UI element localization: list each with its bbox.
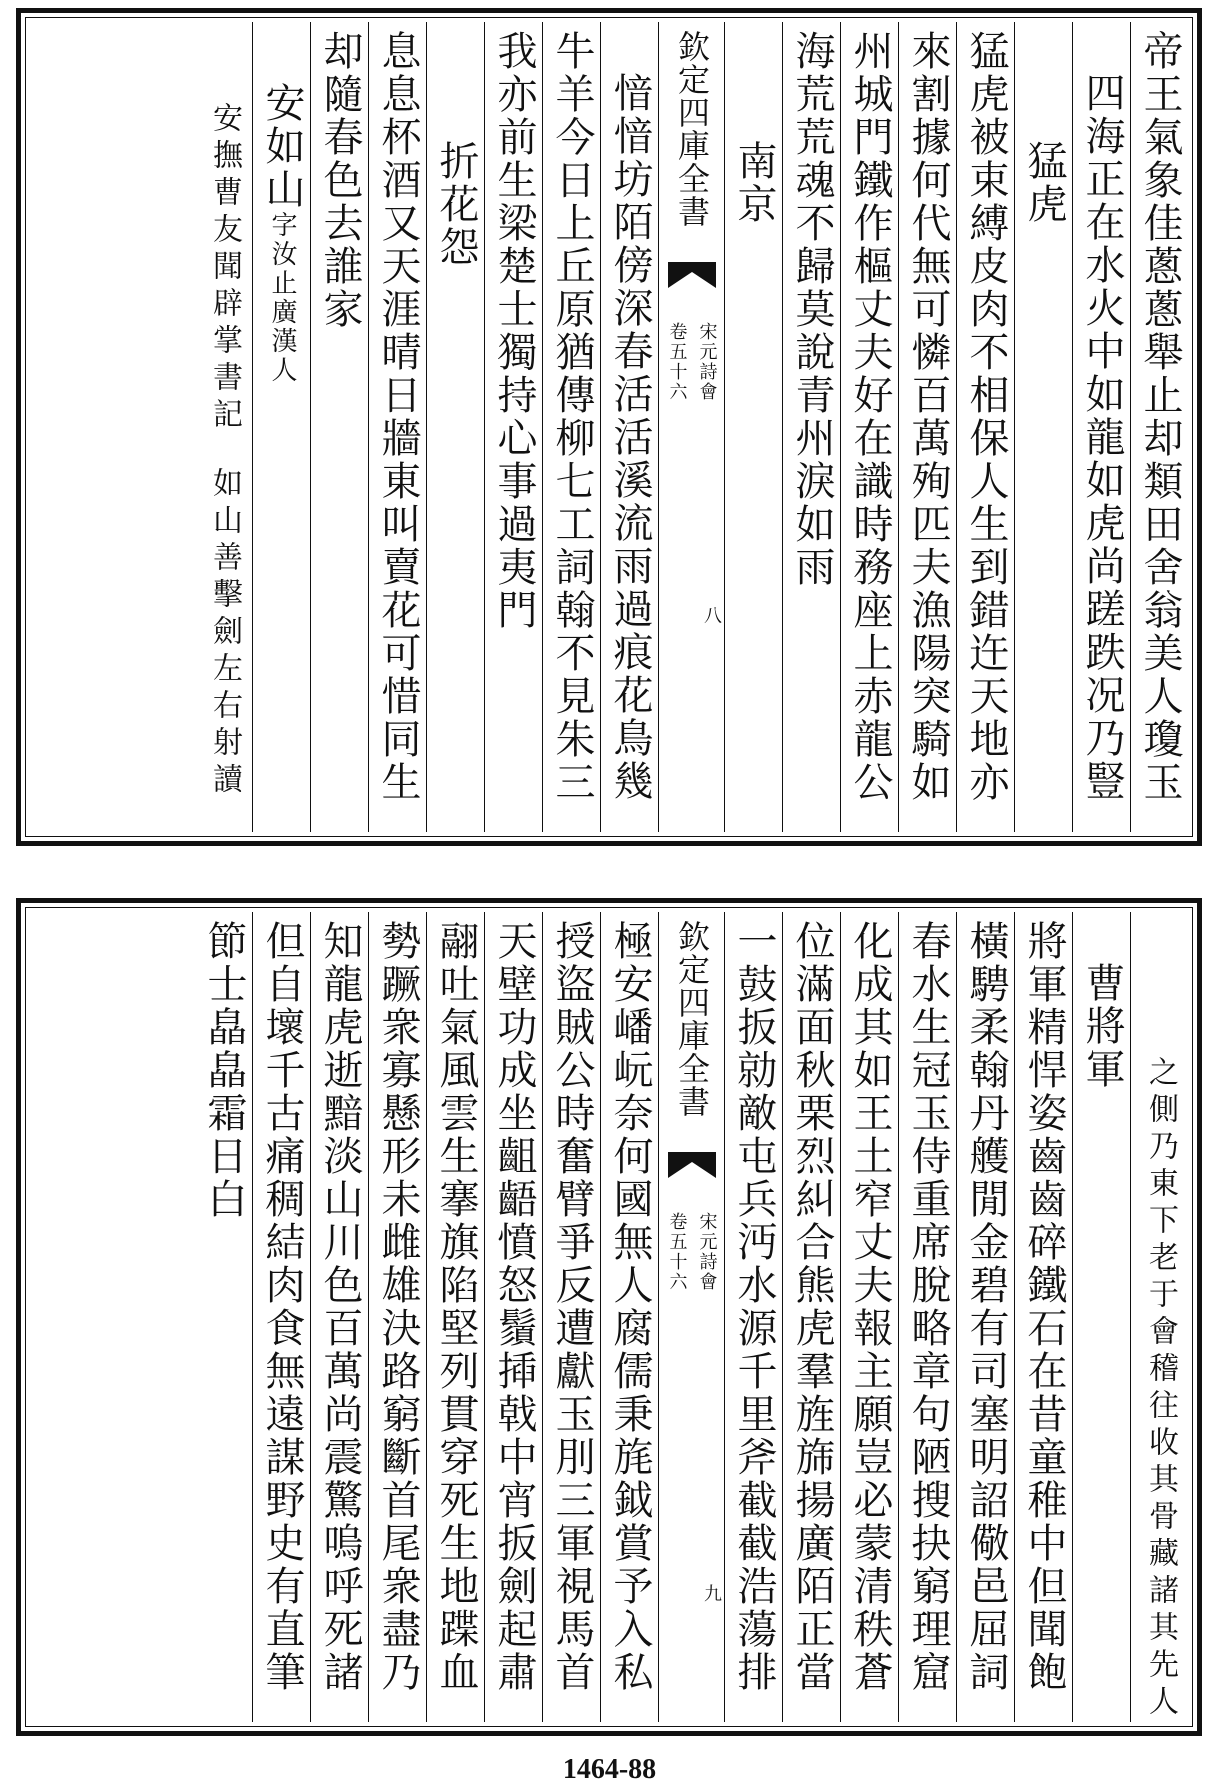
collection-name: 宋元詩會 [696, 322, 718, 402]
volume-number: 卷五十六 [666, 322, 688, 402]
text-column: 授盜賊公時奮臂爭反遭獻玉刖三軍視馬首 [542, 912, 600, 1722]
fish-tail-icon [668, 262, 716, 288]
poem-title: 猛虎 [1014, 22, 1072, 832]
leaf-number: 九 [701, 1584, 722, 1602]
text-column: 愔愔坊陌傍深春活活溪流雨過痕花鳥幾 [600, 22, 658, 832]
page-number: 1464-88 [562, 1754, 657, 1785]
text-column: 我亦前生梁楚士獨持心事過夷門 [484, 22, 542, 832]
text-column: 一鼓扳勍敵屯兵沔水源千里斧截截浩蕩排 [724, 912, 782, 1722]
author-note: 字汝止廣漢人 [267, 211, 297, 385]
poem-title: 折花怨 [426, 22, 484, 832]
text-column: 但自壞千古痛稠結肉食無遠謀野史有直筆 [252, 912, 310, 1722]
text-column: 將軍精悍姿齒齒碎鐵石在昔童稚中但聞飽 [1014, 912, 1072, 1722]
text-column: 來割據何代無可憐百萬殉匹夫漁陽突騎如 [898, 22, 956, 832]
text-column: 春水生冠玉侍重席脫略章句陋搜抉窮理窟 [898, 912, 956, 1722]
text-column: 却隨春色去誰家 [310, 22, 368, 832]
collection-note [659, 1212, 724, 1352]
folio-lower [16, 898, 1202, 1736]
author-name: 安如山 [259, 82, 305, 211]
biography-note [1130, 912, 1188, 1722]
volume-number: 卷五十六 [666, 1212, 688, 1292]
text-column: 牛羊今日上丘原猶傳柳七工詞翰不見朱三 [542, 22, 600, 832]
text-column: 知龍虎逝黯淡山川色百萬尚震驚嗚呼死諸 [310, 912, 368, 1722]
note-line-left: 安撫曹友聞辟掌書記 [207, 102, 242, 435]
text-column: 勢蹶衆寡懸形未雌雄決路窮斷首尾衆盡乃 [368, 912, 426, 1722]
leaf-number: 八 [701, 606, 722, 624]
center-fold [658, 22, 724, 832]
text-column: 極安嶓岏奈何國無人腐儒秉旄鉞賞予入私 [600, 912, 658, 1722]
poem-title: 曹將軍 [1072, 912, 1130, 1722]
text-column: 四海正在水火中如龍如虎尚蹉跌况乃豎 [1072, 22, 1130, 832]
note-line-left: 之側乃東下老于會稽 [1143, 1056, 1178, 1389]
biography-note [194, 22, 252, 832]
text-column: 位滿面秋栗烈糾合熊虎羣旌旆揚廣陌正當 [782, 912, 840, 1722]
text-column: 息息杯酒又天涯晴日牆東叫賣花可惜同生 [368, 22, 426, 832]
center-fold [658, 912, 724, 1722]
text-column: 州城門鐵作樞丈夫好在識時務座上赤龍公 [840, 22, 898, 832]
fish-tail-icon [668, 1152, 716, 1178]
text-column: 天壁功成坐齟齬憤怒鬚揷戟中宵扳劍起肅 [484, 912, 542, 1722]
text-column: 翮吐氣風雲生搴旗陷堅列貫穿死生地蹀血 [426, 912, 484, 1722]
text-column: 節士皛皛霜日白 [201, 920, 247, 1221]
poem-title: 南京 [724, 22, 782, 832]
text-column: 猛虎被束縛皮肉不相保人生到錯迕天地亦 [956, 22, 1014, 832]
text-column: 化成其如王土窄丈夫報主願豈必蒙清秩蒼 [840, 912, 898, 1722]
note-line-right: 如山善擊劍左右射讀 [207, 467, 242, 800]
folio-upper [16, 8, 1202, 846]
note-line-right: 往收其骨藏諸其先人 [1143, 1389, 1178, 1722]
collection-note [659, 322, 724, 462]
collection-name: 宋元詩會 [696, 1212, 718, 1292]
book-title: 欽定四庫全書 [673, 920, 711, 1118]
text-column: 帝王氣象佳蔥蔥舉止却類田舍翁美人瓊玉 [1130, 22, 1188, 832]
author-heading [252, 22, 310, 832]
text-column: 海荒荒魂不歸莫說青州淚如雨 [782, 22, 840, 832]
text-column: 橫騁柔翰丹艧閒金碧有司塞明詔儆邑屈詞 [956, 912, 1014, 1722]
book-title: 欽定四庫全書 [673, 30, 711, 228]
